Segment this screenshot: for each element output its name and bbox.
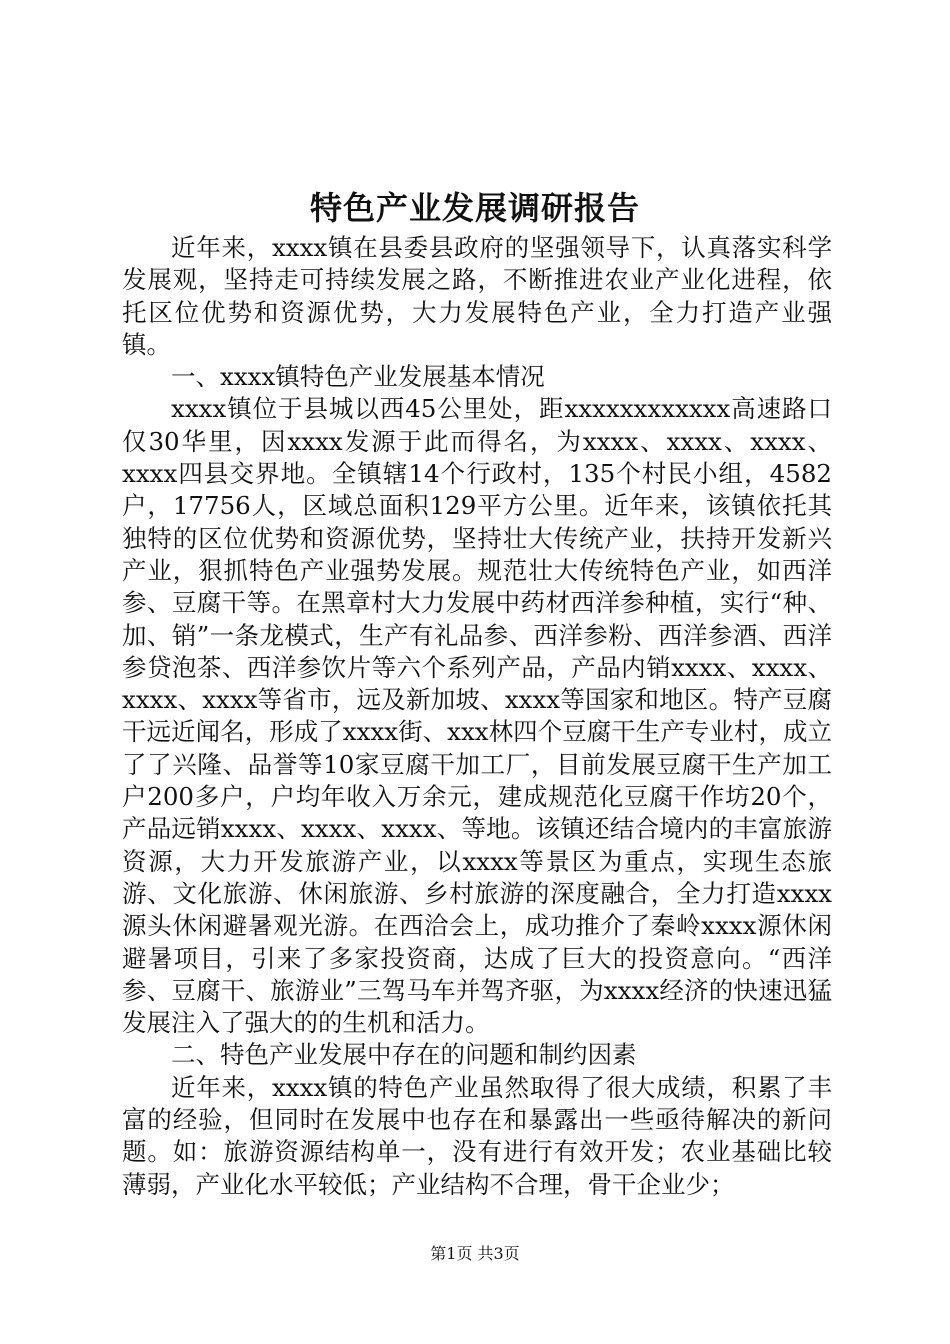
section-heading-2: 二、特色产业发展中存在的问题和制约因素 xyxy=(171,1040,637,1070)
document-title: 特色产业发展调研报告 xyxy=(309,189,640,227)
paragraph-basic-situation: xxxx镇位于县城以西45公里处，距xxxxxxxxxxxx高速路口仅30华里，因xxxx发源于此而得名，为xxxx、xxxx、xxxx、xxxx四县交界地。全镇辖14个行政村，135个村民小组，4582户，17756人，区域总面积129平方公里。近年来，该镇依托其独特的区位优势和资源优势，坚持壮大传统产业，扶持开发新兴产业，狠抓特色产业强势发展。规范壮大传统特色产业，如西洋参、豆腐干等。在黑章村大力发展中药材西洋参种植，实行“种、加、销”一条龙模式，生产有礼品参、西洋参粉、西洋参酒、西洋参贷泡茶、西洋参饮片等六个系列产品，产品内销xxxx、xxxx、xxxx、xxxx等省市，远及新加坡、xxxx等国家和地区。特产豆腐干远近闻名，形成了xxxx街、xxx林四个豆腐干生产专业村，成立了了兴隆、品誉等10家豆腐干加工厂，目前发展豆腐干生产加工户200多户，户均年收入万余元，建成规范化豆腐干作坊20个，产品远销xxxx、xxxx、xxxx、等地。该镇还结合境内的丰富旅游资源，大力开发旅游产业，以xxxx等景区为重点，实现生态旅游、文化旅游、休闲旅游、乡村旅游的深度融合，全力打造xxxx源头休闲避暑观光游。在西洽会上，成功推介了秦岭xxxx源休闲避暑项目，引来了多家投资商，达成了巨大的投资意向。“西洋参、豆腐干、旅游业”三驾马车并驾齐驱，为xxxx经济的快速迅猛发展注入了强大的的生机和活力。 xyxy=(122,394,832,1038)
page-footer: 第1页 共3页 xyxy=(430,1244,520,1263)
section-heading-1: 一、xxxx镇特色产业发展基本情况 xyxy=(171,362,545,392)
document-body xyxy=(122,232,832,1201)
paragraph-problems: 近年来，xxxx镇的特色产业虽然取得了很大成绩，积累了丰富的经验，但同时在发展中也存在和暴露出一些亟待解决的新问题。如：旅游资源结构单一，没有进行有效开发；农业基础比较薄弱，产业化水平较低；产业结构不合理，骨干企业少； xyxy=(122,1072,832,1199)
paragraph-intro: 近年来，xxxx镇在县委县政府的坚强领导下，认真落实科学发展观，坚持走可持续发展之路，不断推进农业产业化进程，依托区位优势和资源优势，大力发展特色产业，全力打造产业强镇。 xyxy=(122,233,832,359)
